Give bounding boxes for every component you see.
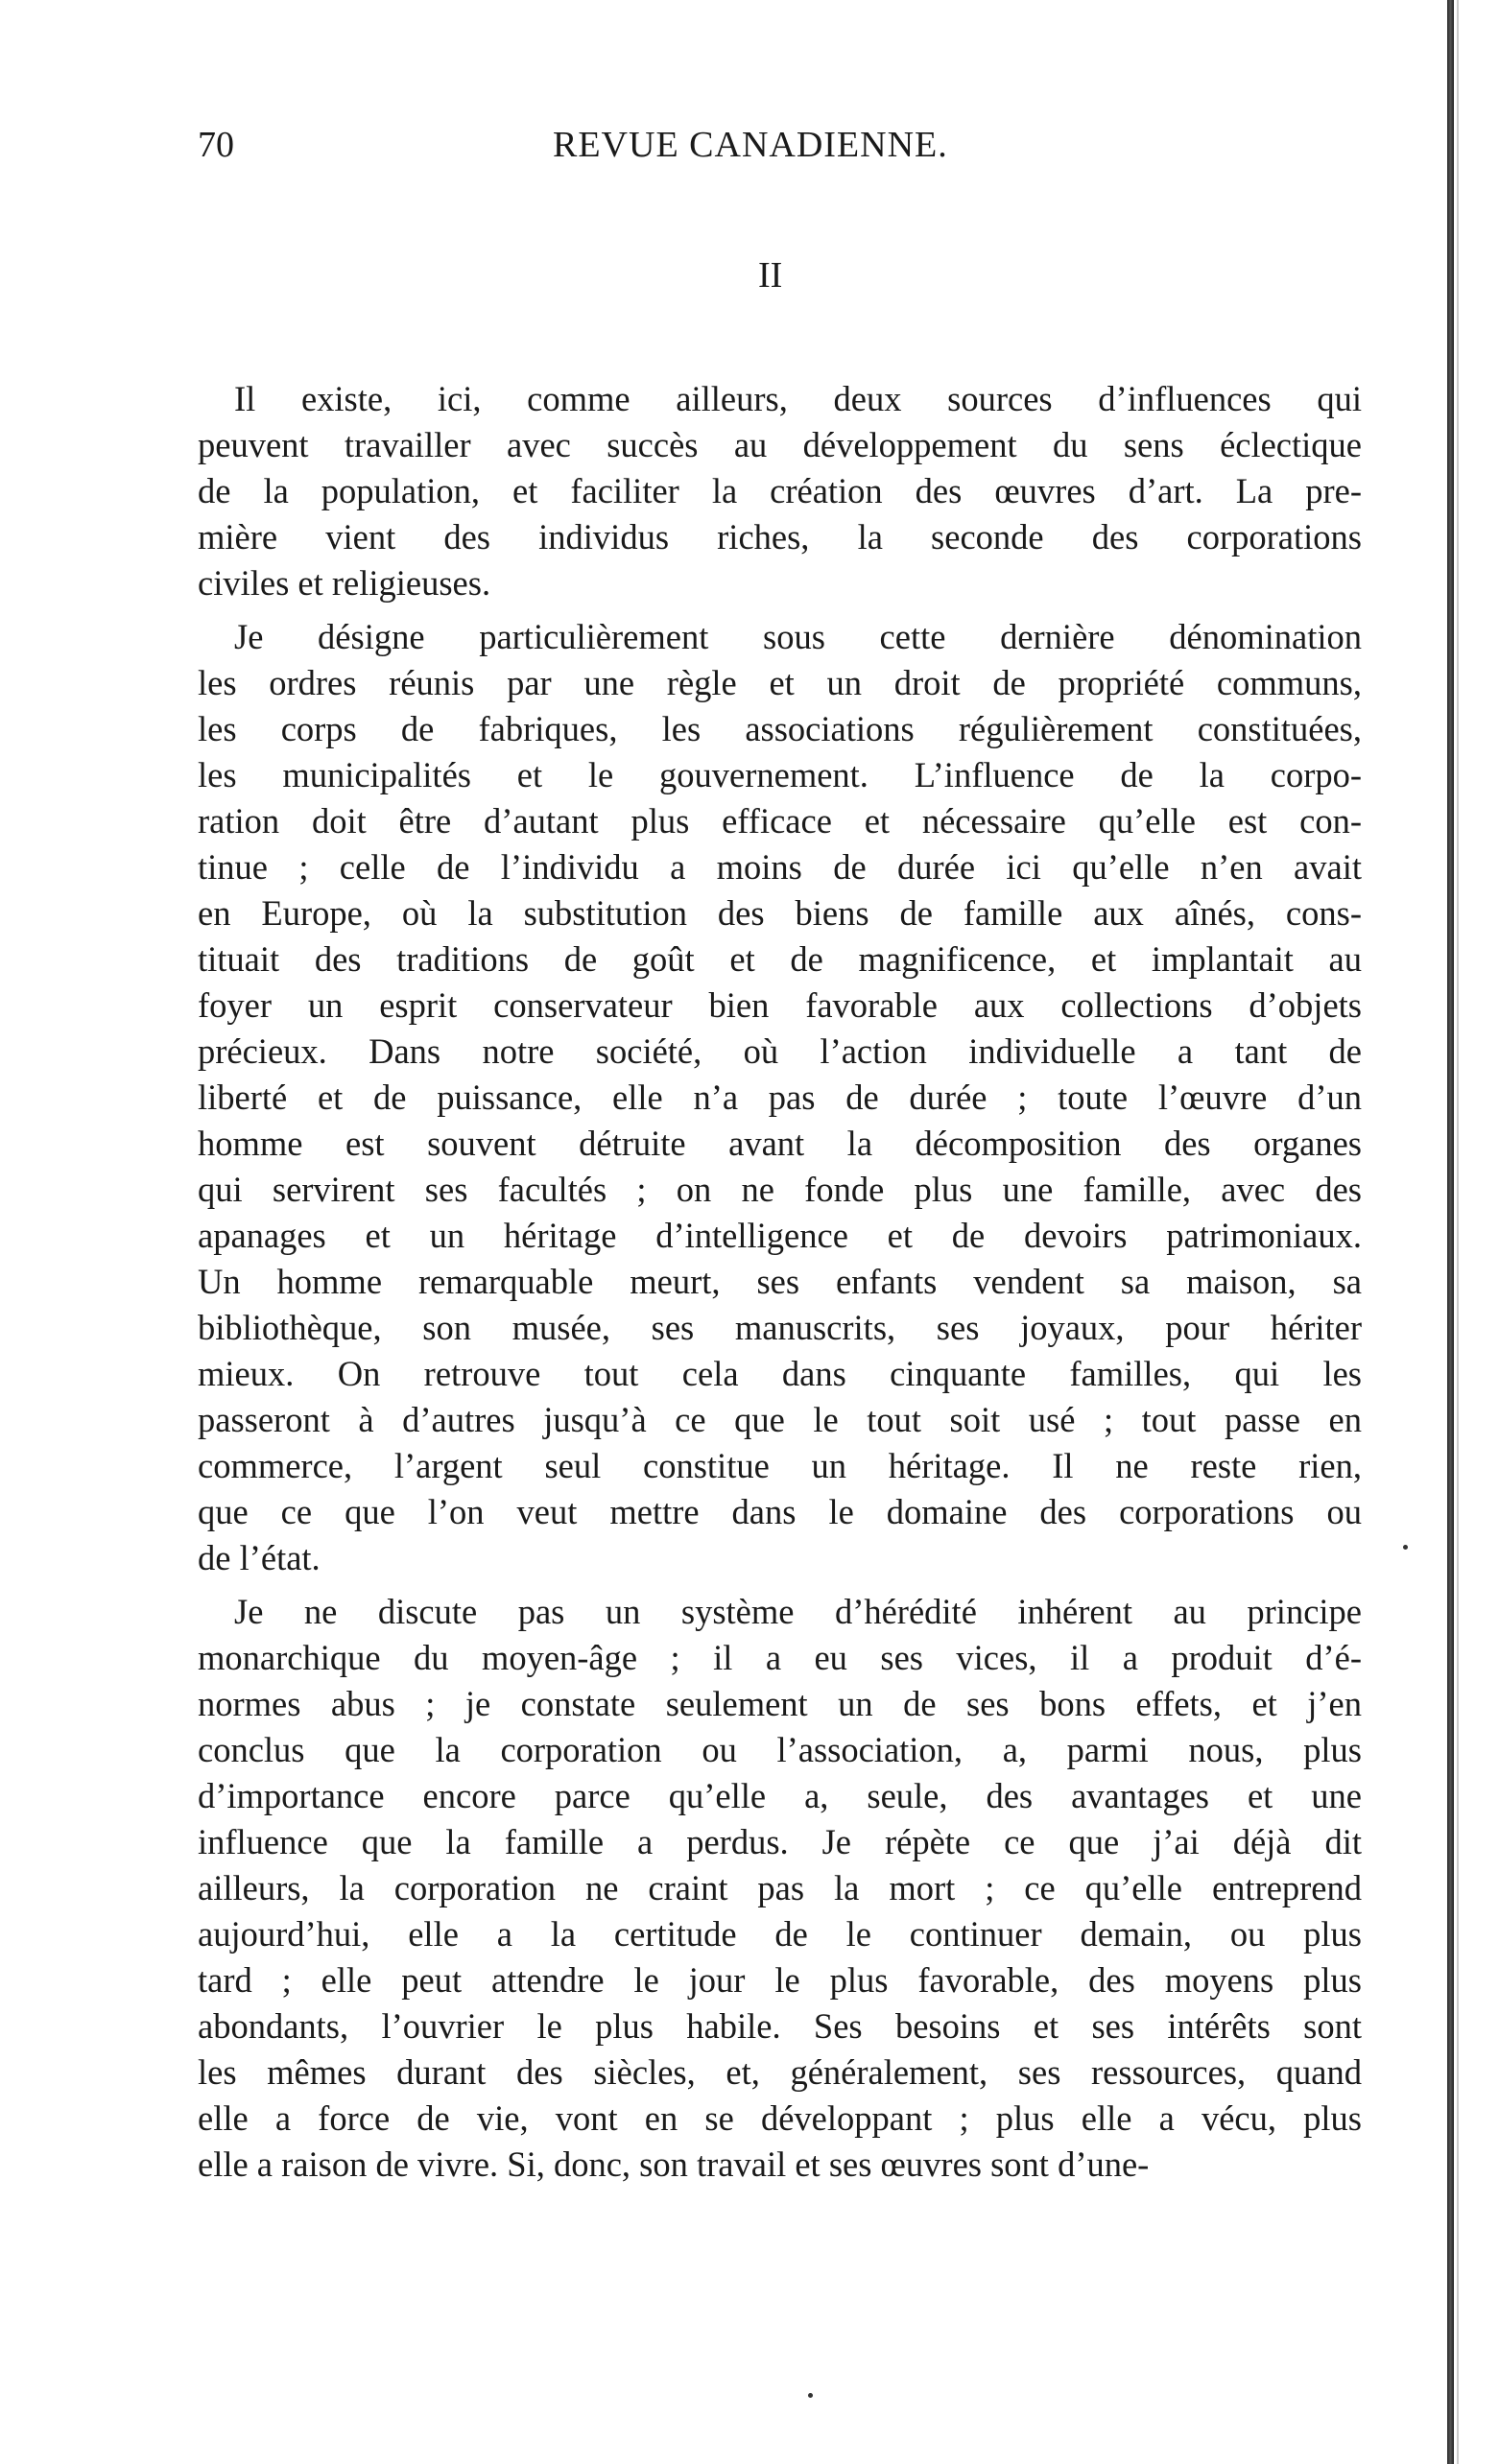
page-binding-edge — [1447, 0, 1454, 2464]
section-number: II — [758, 255, 783, 296]
paragraph-gap — [198, 606, 1362, 614]
text-line: liberté et de puissance, elle n’a pas de durée ; toute l’œuvre d’un — [198, 1078, 1362, 1117]
text-line: bibliothèque, son musée, ses manuscrits, ses joyaux, pour hériter — [198, 1308, 1362, 1347]
text-line: abondants, l’ouvrier le plus habile. Ses besoins et ses intérêts sont — [198, 2006, 1362, 2046]
print-speck — [808, 2393, 813, 2398]
print-speck — [1403, 1545, 1408, 1550]
text-line: commerce, l’argent seul constitue un héritage. Il ne reste rien, — [198, 1446, 1362, 1485]
page-header — [198, 121, 998, 169]
text-line: Je désigne particulièrement sous cette dernière dénomination — [234, 617, 1362, 656]
paragraph-gap — [198, 1581, 1362, 1589]
text-line: mieux. On retrouve tout cela dans cinquante familles, qui les — [198, 1354, 1362, 1393]
body-text — [198, 376, 1362, 2188]
text-line: ailleurs, la corporation ne craint pas la mort ; ce qu’elle entreprend — [198, 1868, 1362, 1907]
page-binding-shadow — [1457, 0, 1459, 2464]
text-line: les corps de fabriques, les associations régulièrement constituées, — [198, 709, 1362, 748]
text-line: les municipalités et le gouvernement. L’influence de la corpo- — [198, 755, 1362, 794]
text-line: conclus que la corporation ou l’association, a, parmi nous, plus — [198, 1730, 1362, 1769]
text-line: de la population, et faciliter la création des œuvres d’art. La pre- — [198, 471, 1362, 510]
text-line: en Europe, où la substitution des biens de famille aux aînés, cons- — [198, 893, 1362, 933]
text-line: les mêmes durant des siècles, et, généralement, ses ressources, quand — [198, 2052, 1362, 2092]
paragraph — [198, 614, 1362, 1581]
text-line: les ordres réunis par une règle et un droit de propriété communs, — [198, 663, 1362, 702]
text-line: Il existe, ici, comme ailleurs, deux sources d’influences qui — [234, 379, 1362, 418]
text-line: qui servirent ses facultés ; on ne fonde plus une famille, avec des — [198, 1170, 1362, 1209]
page-number: 70 — [198, 125, 234, 165]
text-line: de l’état. — [198, 1538, 321, 1577]
text-line: d’importance encore parce qu’elle a, seule, des avantages et une — [198, 1776, 1362, 1815]
text-line: tituait des traditions de goût et de magnificence, et implantait au — [198, 939, 1362, 979]
text-line: Un homme remarquable meurt, ses enfants vendent sa maison, sa — [198, 1262, 1362, 1301]
text-line: monarchique du moyen-âge ; il a eu ses vices, il a produit d’é- — [198, 1638, 1362, 1677]
text-line: foyer un esprit conservateur bien favorable aux collections d’objets — [198, 985, 1362, 1025]
text-line: aujourd’hui, elle a la certitude de le continuer demain, ou plus — [198, 1914, 1362, 1954]
text-line: homme est souvent détruite avant la décomposition des organes — [198, 1124, 1362, 1163]
text-line: civiles et religieuses. — [198, 563, 491, 603]
text-line: normes abus ; je constate seulement un de ses bons effets, et j’en — [198, 1684, 1362, 1723]
text-line: tard ; elle peut attendre le jour le plus favorable, des moyens plus — [198, 1960, 1362, 2000]
text-line: ration doit être d’autant plus efficace et nécessaire qu’elle est con- — [198, 801, 1362, 841]
text-line: influence que la famille a perdus. Je répète ce que j’ai déjà dit — [198, 1822, 1362, 1861]
text-line: tinue ; celle de l’individu a moins de durée ici qu’elle n’en avait — [198, 847, 1362, 887]
text-line: elle a force de vie, vont en se développant ; plus elle a vécu, plus — [198, 2098, 1362, 2138]
text-line: précieux. Dans notre société, où l’action individuelle a tant de — [198, 1031, 1362, 1071]
text-line: mière vient des individus riches, la seconde des corporations — [198, 517, 1362, 557]
text-line: Je ne discute pas un système d’hérédité inhérent au principe — [234, 1592, 1362, 1631]
running-title: REVUE CANADIENNE. — [553, 125, 948, 165]
text-line: peuvent travailler avec succès au développement du sens éclectique — [198, 425, 1362, 464]
text-line: elle a raison de vivre. Si, donc, son travail et ses œuvres sont d’une- — [198, 2144, 1150, 2184]
paragraph — [198, 376, 1362, 606]
text-line: apanages et un héritage d’intelligence et de devoirs patrimoniaux. — [198, 1216, 1362, 1255]
paragraph — [198, 1589, 1362, 2188]
text-line: que ce que l’on veut mettre dans le domaine des corporations ou — [198, 1492, 1362, 1531]
text-line: passeront à d’autres jusqu’à ce que le tout soit usé ; tout passe en — [198, 1400, 1362, 1439]
